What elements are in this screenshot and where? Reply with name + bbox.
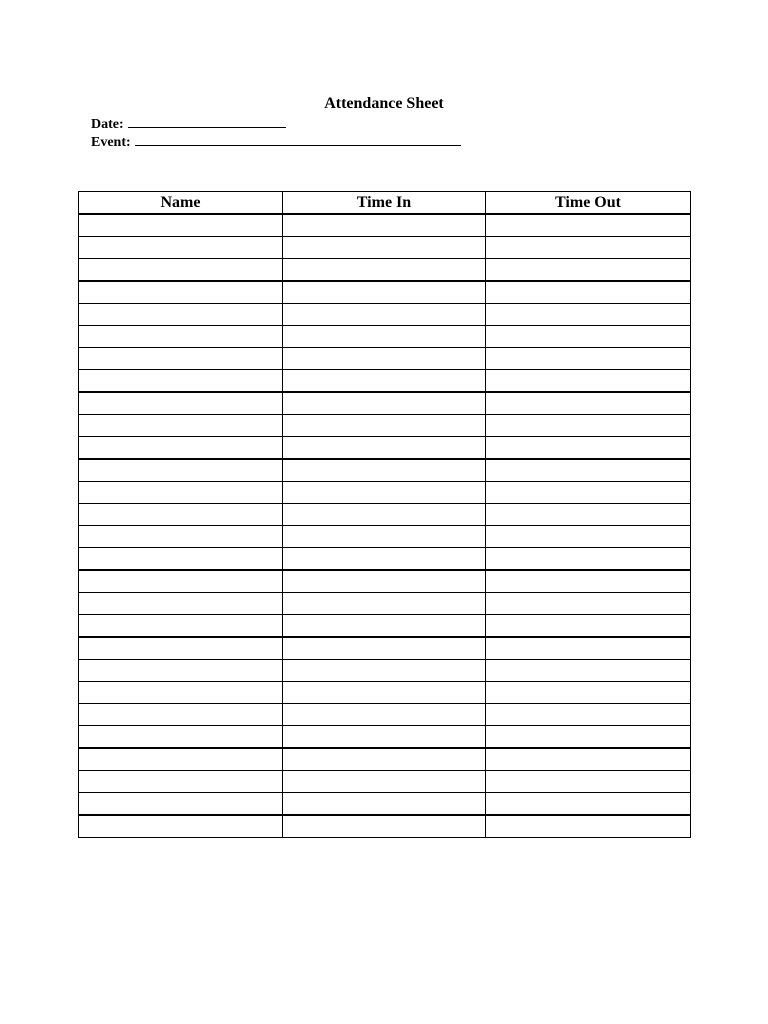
time-in-cell[interactable] [283,748,486,771]
time-in-cell[interactable] [283,437,486,460]
time-out-cell[interactable] [486,392,691,415]
time-out-cell[interactable] [486,259,691,282]
table-row [79,437,691,460]
document-title: Attendance Sheet [324,95,444,112]
time-in-cell[interactable] [283,326,486,348]
table-row [79,348,691,370]
time-out-cell[interactable] [486,504,691,526]
time-in-cell[interactable] [283,637,486,660]
name-cell[interactable] [79,704,283,726]
time-out-cell[interactable] [486,726,691,749]
time-out-cell[interactable] [486,748,691,771]
name-cell[interactable] [79,526,283,548]
time-out-cell[interactable] [486,548,691,571]
name-cell[interactable] [79,281,283,304]
time-out-cell[interactable] [486,771,691,793]
table-row [79,482,691,504]
time-in-cell[interactable] [283,214,486,237]
time-in-cell[interactable] [283,682,486,704]
name-cell[interactable] [79,482,283,504]
time-out-cell[interactable] [486,415,691,437]
time-out-cell[interactable] [486,214,691,237]
name-cell[interactable] [79,726,283,749]
time-in-cell[interactable] [283,237,486,259]
name-cell[interactable] [79,326,283,348]
date-label: Date: [91,117,124,132]
name-cell[interactable] [79,348,283,370]
time-in-cell[interactable] [283,815,486,838]
time-in-cell[interactable] [283,392,486,415]
table-row [79,259,691,282]
table-row [79,793,691,816]
time-in-cell[interactable] [283,615,486,638]
time-out-cell[interactable] [486,326,691,348]
time-in-cell[interactable] [283,304,486,326]
time-out-cell[interactable] [486,482,691,504]
table-row [79,415,691,437]
time-in-cell[interactable] [283,570,486,593]
table-row [79,304,691,326]
time-out-cell[interactable] [486,304,691,326]
table-row [79,704,691,726]
table-row [79,504,691,526]
table-row [79,637,691,660]
time-out-cell[interactable] [486,370,691,393]
name-cell[interactable] [79,214,283,237]
name-cell[interactable] [79,370,283,393]
event-blank-line[interactable] [135,133,461,146]
table-row [79,370,691,393]
event-field [91,133,461,151]
table-body [79,214,691,838]
table-row [79,682,691,704]
table-row [79,548,691,571]
time-out-cell[interactable] [486,526,691,548]
table-row [79,459,691,482]
time-in-cell[interactable] [283,548,486,571]
time-out-cell[interactable] [486,281,691,304]
table-row [79,771,691,793]
table-row [79,570,691,593]
column-header-time-out: Time Out [486,192,691,215]
name-cell[interactable] [79,615,283,638]
time-in-cell[interactable] [283,504,486,526]
date-field [91,115,286,133]
time-in-cell[interactable] [283,526,486,548]
table-header-row [79,192,691,215]
time-out-cell[interactable] [486,793,691,816]
table-row [79,526,691,548]
table-row [79,593,691,615]
table-row [79,237,691,259]
table-row [79,726,691,749]
name-cell[interactable] [79,504,283,526]
name-cell[interactable] [79,637,283,660]
time-in-cell[interactable] [283,415,486,437]
table-row [79,392,691,415]
date-blank-line[interactable] [128,115,286,128]
name-cell[interactable] [79,548,283,571]
name-cell[interactable] [79,415,283,437]
time-out-cell[interactable] [486,237,691,259]
name-cell[interactable] [79,660,283,682]
time-out-cell[interactable] [486,682,691,704]
time-out-cell[interactable] [486,437,691,460]
time-in-cell[interactable] [283,771,486,793]
name-cell[interactable] [79,259,283,282]
time-out-cell[interactable] [486,615,691,638]
table-row [79,326,691,348]
time-in-cell[interactable] [283,370,486,393]
name-cell[interactable] [79,682,283,704]
name-cell[interactable] [79,459,283,482]
attendance-table [78,191,691,838]
table-row [79,214,691,237]
name-cell[interactable] [79,793,283,816]
table-row [79,748,691,771]
time-out-cell[interactable] [486,815,691,838]
table-row [79,615,691,638]
time-in-cell[interactable] [283,259,486,282]
time-in-cell[interactable] [283,281,486,304]
name-cell[interactable] [79,815,283,838]
event-label: Event: [91,135,131,150]
time-out-cell[interactable] [486,593,691,615]
table-row [79,281,691,304]
name-cell[interactable] [79,570,283,593]
time-out-cell[interactable] [486,704,691,726]
name-cell[interactable] [79,304,283,326]
time-in-cell[interactable] [283,348,486,370]
time-out-cell[interactable] [486,660,691,682]
name-cell[interactable] [79,593,283,615]
table-row [79,815,691,838]
time-in-cell[interactable] [283,726,486,749]
name-cell[interactable] [79,437,283,460]
column-header-name: Name [79,192,283,215]
name-cell[interactable] [79,748,283,771]
time-out-cell[interactable] [486,459,691,482]
time-out-cell[interactable] [486,348,691,370]
name-cell[interactable] [79,392,283,415]
time-out-cell[interactable] [486,637,691,660]
time-in-cell[interactable] [283,593,486,615]
time-in-cell[interactable] [283,660,486,682]
name-cell[interactable] [79,237,283,259]
column-header-time-in: Time In [283,192,486,215]
name-cell[interactable] [79,771,283,793]
time-in-cell[interactable] [283,459,486,482]
table-row [79,660,691,682]
time-in-cell[interactable] [283,482,486,504]
time-in-cell[interactable] [283,704,486,726]
time-out-cell[interactable] [486,570,691,593]
time-in-cell[interactable] [283,793,486,816]
